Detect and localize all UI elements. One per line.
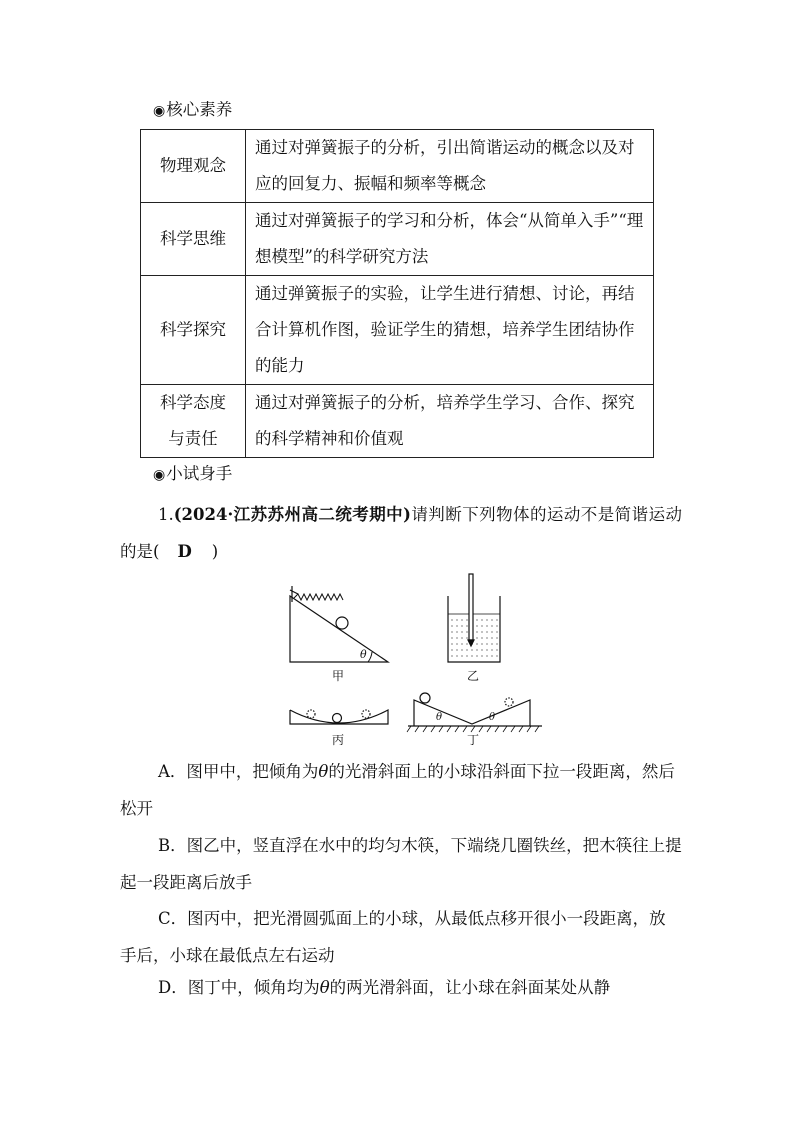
theta-symbol: θ bbox=[319, 978, 330, 997]
option-text: ．图丙中，把光滑圆弧面上的小球，从最低点移开很小一段距离，放手后，小球在最低点左右运动 bbox=[120, 909, 666, 965]
option-letter: A bbox=[158, 762, 170, 781]
table-row bbox=[141, 130, 654, 203]
theta-label: θ bbox=[360, 648, 367, 661]
option-letter: B bbox=[158, 836, 171, 855]
figure-yi bbox=[448, 574, 500, 662]
question-source: (2024·江苏苏州高二统考期中) bbox=[173, 505, 411, 524]
option-c bbox=[120, 900, 682, 974]
physics-diagram bbox=[280, 568, 550, 748]
table-value-cell: 通过对弹簧振子的分析，引出简谐运动的概念以及对应的回复力、振幅和频率等概念 bbox=[246, 130, 654, 203]
question-1 bbox=[120, 496, 682, 570]
table-key-line: 科学态度 bbox=[160, 393, 226, 412]
core-literacy-table bbox=[140, 129, 654, 458]
option-a bbox=[120, 753, 682, 827]
question-stem: 请判断下列物体的运动不是简谐运动的是( bbox=[120, 505, 683, 561]
circle-bullet-icon: ◉ bbox=[153, 103, 166, 119]
option-d bbox=[120, 969, 682, 1006]
table-value-cell: 通过对弹簧振子的学习和分析，体会“从简单入手”“理想模型”的科学研究方法 bbox=[246, 203, 654, 276]
table-row bbox=[141, 385, 654, 458]
circle-bullet-icon: ◉ bbox=[153, 467, 166, 483]
theta-label: θ bbox=[489, 712, 496, 723]
table-value-cell: 通过弹簧振子的实验，让学生进行猜想、讨论，再结合计算机作图，验证学生的猜想，培养学生团结协作的能力 bbox=[246, 276, 654, 385]
figure-label-jia: 甲 bbox=[332, 669, 345, 683]
question-answer: D bbox=[177, 542, 192, 561]
theta-label: θ bbox=[436, 712, 443, 723]
question-close: ) bbox=[211, 542, 219, 561]
table-key-line: 与责任 bbox=[168, 429, 218, 448]
option-text: 的两光滑斜面，让小球在斜面某处从静 bbox=[329, 978, 611, 997]
theta-symbol: θ bbox=[318, 762, 329, 781]
table-key-cell: 科学探究 bbox=[141, 276, 246, 385]
table-value-cell: 通过对弹簧振子的分析，培养学生学习、合作、探究的科学精神和价值观 bbox=[246, 385, 654, 458]
option-text: ．图甲中，把倾角为 bbox=[169, 762, 319, 781]
section-core-title bbox=[153, 98, 232, 123]
option-text: ．图丁中，倾角均为 bbox=[171, 978, 320, 997]
option-text: 的光滑斜面上的小球沿斜面下拉一段距离，然后松开 bbox=[120, 762, 675, 818]
question-number: 1. bbox=[158, 505, 174, 524]
table-row bbox=[141, 203, 654, 276]
figure-label-ding: 丁 bbox=[467, 733, 480, 747]
section-try-title bbox=[153, 462, 232, 487]
figure-ding bbox=[407, 693, 542, 732]
section-core-label: 核心素养 bbox=[166, 100, 233, 119]
option-b bbox=[120, 827, 682, 901]
table-key-cell bbox=[141, 385, 246, 458]
figure-bing bbox=[290, 710, 388, 724]
section-try-label: 小试身手 bbox=[166, 464, 233, 483]
option-letter: C bbox=[158, 909, 171, 928]
option-text: ．图乙中，竖直浮在水中的均匀木筷，下端绕几圈铁丝，把木筷往上提起一段距离后放手 bbox=[120, 836, 682, 892]
option-letter: D bbox=[158, 978, 172, 997]
table-row bbox=[141, 276, 654, 385]
figure-label-bing: 丙 bbox=[332, 733, 345, 747]
table-key-cell: 科学思维 bbox=[141, 203, 246, 276]
figure-label-yi: 乙 bbox=[467, 669, 480, 683]
figure-jia bbox=[290, 586, 388, 662]
table-key-cell: 物理观念 bbox=[141, 130, 246, 203]
